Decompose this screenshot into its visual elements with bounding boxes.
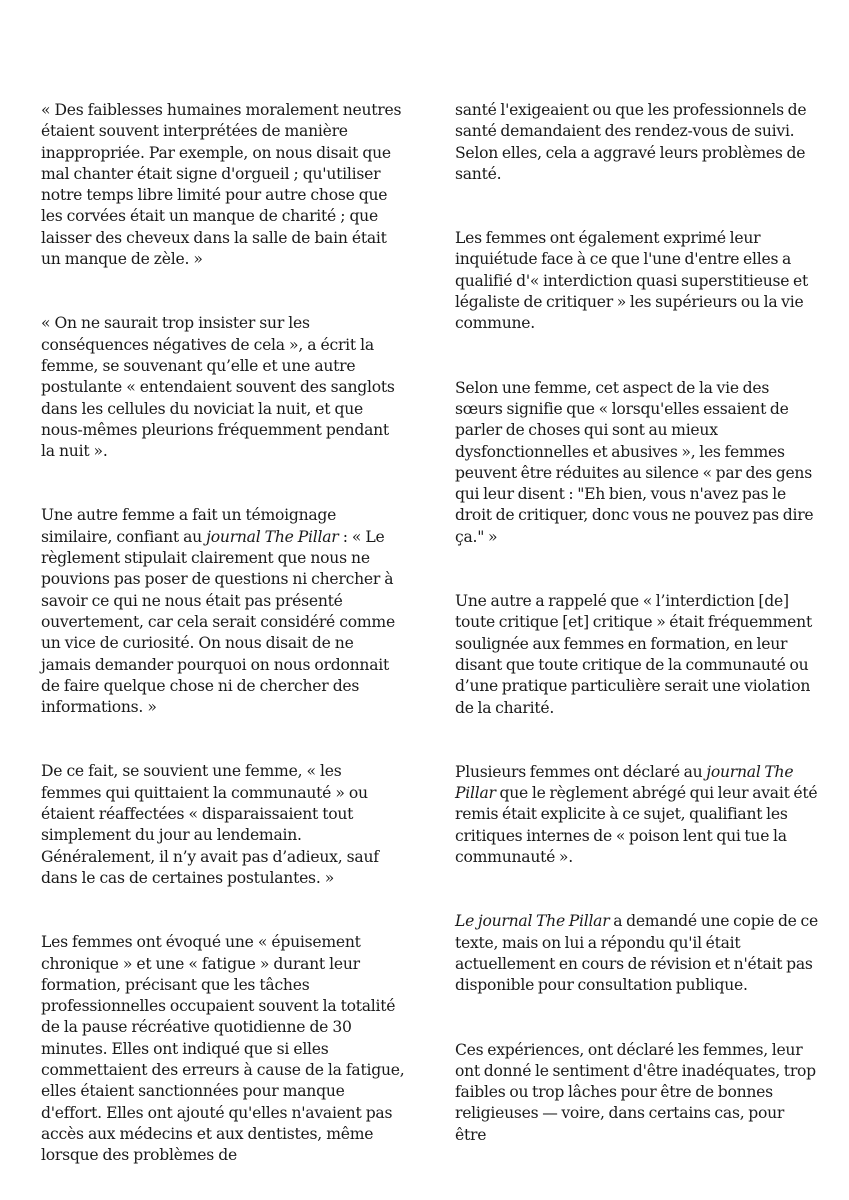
- text-run: que le règlement abrégé qui leur avait été remis était explicite à ce sujet, qualifiant les critiques internes de « poison lent qui tue la communauté ».: [455, 784, 818, 867]
- paragraph-gap: [41, 462, 405, 505]
- paragraph-negative-consequences: « On ne saurait trop insister sur les conséquences négatives de cela », a écrit la femme, se souvenant qu’elle et une autre postulante « entendaient souvent des sanglots dans les cellules du noviciat la nuit, et que nous-mêmes pleurions fréquemment pendant la nuit ».: [41, 314, 395, 461]
- publication-name: journal The Pillar: [206, 527, 339, 546]
- publication-name: Le journal The Pillar: [455, 912, 610, 931]
- paragraph-gap: [41, 718, 405, 761]
- paragraph-prohibition-recalled: Une autre a rappelé que « l’interdiction [de] toute critique [et] critique » était fréquemment soulignée aux femmes en formation, en leur disant que toute critique de la communauté ou d’une pratique particulière serait une violation de la charité.: [455, 592, 812, 717]
- text-run: Plusieurs femmes ont déclaré au: [455, 762, 707, 781]
- text-run: Une autre femme a fait un témoignage similaire, confiant au: [41, 506, 337, 546]
- paragraph-gap: [455, 997, 819, 1040]
- paragraph-experiences: Ces expériences, ont déclaré les femmes, leur ont donné le sentiment d'être inadéquates, trop faibles ou trop lâches pour être de bonnes religieuses — voire, dans certains cas, pour être: [455, 1040, 816, 1144]
- left-column: [41, 100, 405, 1166]
- paragraph-gap: [455, 868, 819, 911]
- paragraph-silenced: Selon une femme, cet aspect de la vie des sœurs signifie que « lorsqu'elles essaient de parler de choses qui sont au mieux dysfonctionnelles et abusives », les femmes peuvent être réduites au silence « par des gens qui leur disent : "Eh bien, vous n'avez pas le droit de critiquer, donc vous ne pouvez pas dire ça." »: [455, 378, 814, 546]
- paragraph-gap: [455, 185, 819, 228]
- paragraph-copy-request: [455, 911, 819, 996]
- paragraph-gap: [455, 335, 819, 378]
- text-run: a demandé une copie de ce texte, mais on lui a répondu qu'il était actuellement en cours de révision et n'était pas disponible pour consultation publique.: [455, 912, 818, 995]
- paragraph-moral-weaknesses: « Des faiblesses humaines moralement neutres étaient souvent interprétées de manière inappropriée. Par exemple, on nous disait que mal chanter était signe d'orgueil ; qu'utiliser notre temps libre limité pour autre chose que les corvées était un manque de charité ; que laisser des cheveux dans la salle de bain était un manque de zèle. »: [41, 101, 402, 269]
- right-column: [455, 100, 819, 1146]
- paragraph-abridged-rule: [455, 762, 819, 868]
- text-run: : « Le règlement stipulait clairement que nous ne pouvions pas poser de questions ni chercher à savoir ce qui ne nous était pas présenté ouvertement, car cela serait considéré comme un vice de curiosité. On nous disait de ne jamais demander pourquoi on nous ordonnait de faire quelque chose ni de chercher des informations. »: [41, 527, 395, 717]
- paragraph-chronic-exhaustion: Les femmes ont évoqué une « épuisement chronique » et une « fatigue » durant leur formation, précisant que les tâches professionnelles occupaient souvent la totalité de la pause récréative quotidienne de 30 minutes. Elles ont indiqué que si elles commettaient des erreurs à cause de la fatigue, elles étaient sanctionnées pour manque d'effort. Elles ont ajouté qu'elles n'avaient pas accès aux médecins et aux dentistes, même lorsque des problèmes de: [41, 933, 405, 1165]
- paragraph-gap: [455, 719, 819, 762]
- paragraph-disappearances: De ce fait, se souvient une femme, « les femmes qui quittaient la communauté » ou étaient réaffectées « disparaissaient tout simplement du jour au lendemain. Généralement, il n’y avait pas d’adieux, sauf dans le cas de certaines postulantes. »: [41, 762, 379, 887]
- paragraph-gap: [41, 270, 405, 313]
- paragraph-similar-testimony: [41, 505, 405, 718]
- paragraph-gap: [41, 889, 405, 932]
- publication-name: journal The Pillar: [455, 762, 794, 803]
- paragraph-criticism-ban: Les femmes ont également exprimé leur inquiétude face à ce que l'une d'entre elles a qualifié d'« interdiction quasi superstitieuse et légaliste de critiquer » les supérieurs ou la vie commune.: [455, 229, 809, 333]
- paragraph-gap: [455, 548, 819, 591]
- paragraph-health-continuation: santé l'exigeaient ou que les professionnels de santé demandaient des rendez-vous de suivi. Selon elles, cela a aggravé leurs problèmes de santé.: [455, 101, 807, 183]
